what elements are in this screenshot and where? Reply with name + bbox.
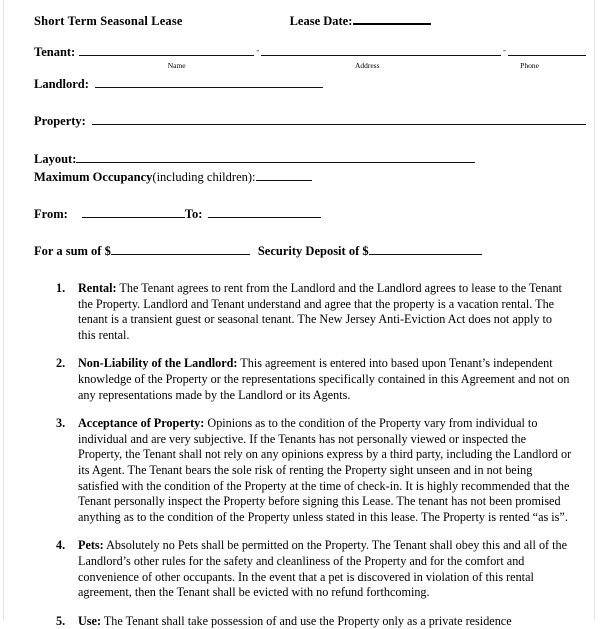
security-deposit-blank[interactable] [369,254,482,255]
clause-title: Non-Liability of the Landlord: [78,356,238,371]
clause-body: The Tenant shall take possession of and use the Property only as a private residence [101,613,512,628]
clause-body: The Tenant agrees to rent from the Landlord and the Landlord agrees to lease to the Tenant the Property. Landlord and Tenant understand and agree that the property is a vacation rental. The tenant is a transient guest or seasonal tenant. The New Jersey Anti-Eviction Act does not apply to this rental. [78,281,562,342]
page-title: Short Term Seasonal Lease [34,14,183,28]
term-dates-row [34,207,586,222]
clause-item [78,614,572,629]
clause-title: Pets: [78,538,104,553]
tenant-phone-blank[interactable] [508,55,586,56]
tenant-sublabels [92,61,586,70]
max-occupancy-blank[interactable] [256,180,312,181]
property-label: Property: [34,114,86,128]
clause-title: Use: [78,613,102,628]
layout-field-row [34,152,586,167]
clause-title: Rental: [78,281,117,295]
document-header [34,14,586,29]
property-blank[interactable] [92,124,586,125]
sum-blank[interactable] [111,254,250,255]
clause-title: Acceptance of Property: [78,416,205,431]
property-field-row [34,114,586,129]
clause-body: This agreement is entered into based upon Tenant’s independent knowledge of the Property or the representations specifically contained in this Agreement and not on any representations made by the Landlord or its Agents. [78,356,570,402]
tenant-sublabel-address: Address [354,61,380,70]
to-label: To: [184,207,203,221]
landlord-field-row [34,77,586,92]
clause-body: Opinions as to the condition of the Property vary from individual to individual and are very subjective. If the Tenants has not personally viewed or inspected the Property, the Tenant shall not rely on any opinions express by a third party, including the Landlord or its Agent. The Tenant bears the sole risk of renting the Property sight unseen and in not being satisfied with the condition of the Property at the time of check-in. It is highly recommended that the Tenant personally inspect the Property before signing this Lease. The tenant has not been promised anything as to the condition of the Property unless stated in this lease. The Property is rented “as is”. [78,416,572,524]
tenant-field-row [34,45,586,60]
max-occupancy-field-row [34,170,586,185]
from-label: From: [34,207,68,221]
lease-date-blank[interactable] [353,23,431,25]
max-occupancy-note: (including children): [152,170,256,184]
clause-item [78,538,572,600]
tenant-sublabel-phone: Phone [520,61,539,70]
clause-item [78,281,572,343]
clause-item [78,356,572,403]
from-date-blank[interactable] [82,217,185,218]
tenant-separator-2: - [503,45,506,55]
security-deposit-label: Security Deposit of $ [257,244,369,258]
tenant-separator-1: - [256,45,260,55]
tenant-label: Tenant: [34,45,76,59]
layout-blank[interactable] [76,162,475,163]
sum-label: For a sum of $ [34,244,111,258]
amounts-row [34,244,586,259]
clause-list [34,281,586,629]
to-date-blank[interactable] [208,217,321,218]
tenant-name-blank[interactable] [79,55,254,56]
landlord-blank[interactable] [95,87,323,88]
lease-date-label: Lease Date: [289,14,353,28]
max-occupancy-label: Maximum Occupancy [34,170,153,184]
lease-date-field[interactable] [290,14,432,29]
clause-body: Absolutely no Pets shall be permitted on the Property. The Tenant shall obey this and all of the Landlord’s other rules for the safety and cleanliness of the Property and for the comfort and convenience of other occupants. In the event that a pet is discovered in violation of this rental agreement, then the Tenant shall be evicted with no refund forthcoming. [78,538,568,600]
layout-label: Layout: [34,152,77,166]
tenant-address-blank[interactable] [261,55,501,56]
tenant-sublabel-name: Name [167,61,186,70]
tenant-blanks [79,45,586,58]
clause-item [78,416,572,525]
landlord-label: Landlord: [34,77,89,91]
